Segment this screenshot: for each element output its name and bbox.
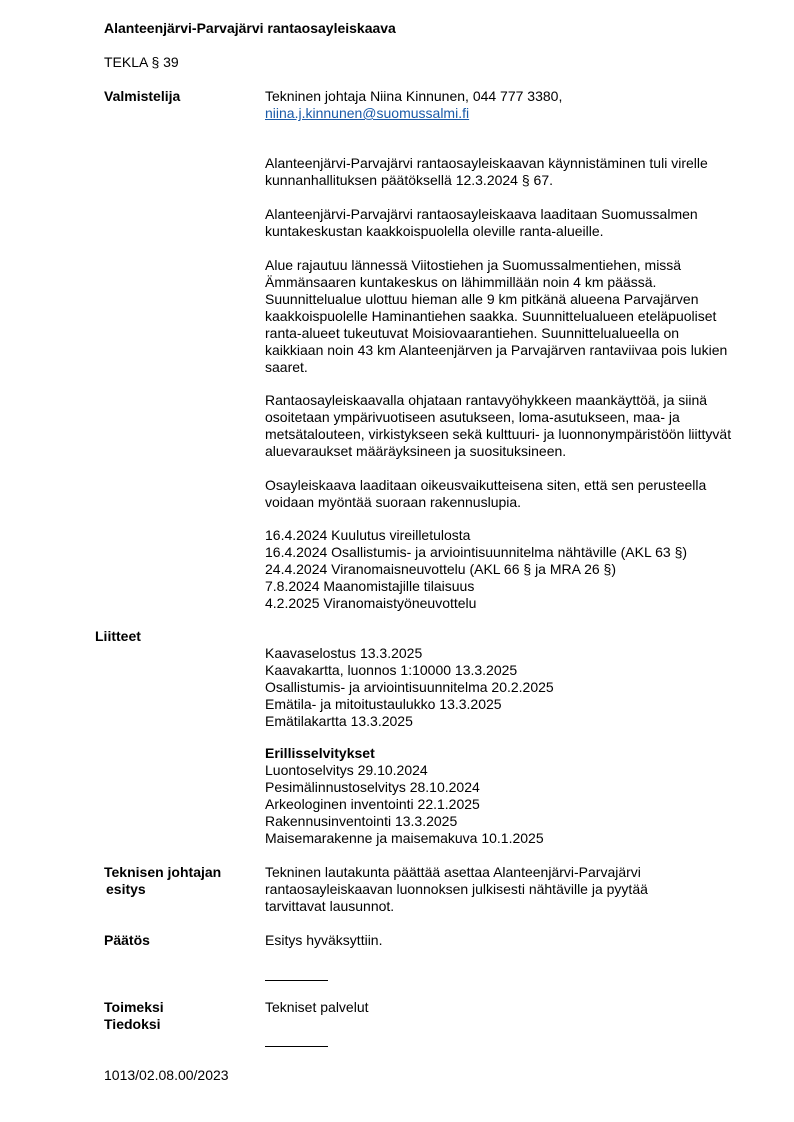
paragraph-4: Rantaosayleiskaavalla ohjataan rantavyöhykkeen maankäyttöä, ja siinä osoitetaan ympärivuotiseen asutukseen, loma-asutukseen, maa- ja metsätalouteen, virkistykseen sekä kulttuuri- ja luonnonympäristöön liittyvät aluevaraukset määräyksineen ja suosituksineen.	[265, 392, 732, 459]
esitys-label-line1: Teknisen johtajan	[104, 864, 222, 880]
tiedoksi-label-line2: Tiedoksi	[104, 1016, 161, 1032]
paragraph-3: Alue rajautuu lännessä Viitostiehen ja Suomussalmentiehen, missä Ämmänsaaren kuntakeskus on lähimmillään noin 4 km päässä. Suunnittelualue ulottuu hieman alle 9 km pitkänä alueena Parvajärven kaakkoispuolelle Haminantiehen saakka. Suunnittelualueen eteläpuoliset ranta-alueet tukeutuvat Moisiovaarantiehen. Suunnittelualueella on kaikkiaan noin 43 km Alanteenjärven ja Parvajärven rantaviivaa pois lukien saaret.	[265, 257, 728, 375]
esitys-label	[104, 864, 221, 898]
report-item: Rakennusinventointi 13.3.2025	[265, 813, 458, 829]
date-item: 7.8.2024 Maanomistajille tilaisuus	[265, 578, 475, 594]
toimeksi-text: Tekniset palvelut	[265, 999, 369, 1015]
report-item: Arkeologinen inventointi 22.1.2025	[265, 796, 480, 812]
separator-line	[265, 1046, 328, 1047]
attachment-item: Kaavakartta, luonnos 1:10000 13.3.2025	[265, 662, 518, 678]
esitys-text: Tekninen lautakunta päättää asettaa Alanteenjärvi-Parvajärvi rantaosayleiskaavan luonnoksen julkisesti nähtäville ja pyytää tarvittavat lausunnot.	[265, 864, 648, 914]
paragraph-5: Osayleiskaava laaditaan oikeusvaikutteisena siten, että sen perusteella voidaan myöntää suoraan rakennuslupia.	[265, 477, 707, 510]
date-item: 16.4.2024 Kuulutus vireilletulosta	[265, 527, 471, 543]
toimeksi-label	[104, 999, 164, 1033]
attachment-item: Osallistumis- ja arviointisuunnitelma 20.2.2025	[265, 679, 554, 695]
esitys-label-line2: esitys	[106, 881, 146, 897]
valmistelija-email-link[interactable]: niina.j.kinnunen@suomussalmi.fi	[265, 105, 470, 121]
erillisselvitykset-heading: Erillisselvitykset	[265, 745, 375, 761]
attachment-item: Emätila- ja mitoitustaulukko 13.3.2025	[265, 696, 502, 712]
liitteet-list	[265, 645, 735, 730]
report-item: Luontoselvitys 29.10.2024	[265, 762, 428, 778]
paatos-label: Päätös	[104, 932, 150, 948]
report-item: Maisemarakenne ja maisemakuva 10.1.2025	[265, 830, 544, 846]
attachment-item: Kaavaselostus 13.3.2025	[265, 645, 423, 661]
dates-list	[265, 527, 735, 612]
report-item: Pesimälinnustoselvitys 28.10.2024	[265, 779, 480, 795]
page-title: Alanteenjärvi-Parvajärvi rantaosayleiskaava	[104, 20, 396, 36]
toimeksi-label-line1: Toimeksi	[104, 999, 164, 1015]
record-code: 1013/02.08.00/2023	[104, 1067, 229, 1083]
valmistelija-label: Valmistelija	[104, 88, 181, 104]
date-item: 24.4.2024 Viranomaisneuvottelu (AKL 66 § ja MRA 26 §)	[265, 561, 616, 577]
date-item: 4.2.2025 Viranomaistyöneuvottelu	[265, 595, 477, 611]
attachment-item: Emätilakartta 13.3.2025	[265, 713, 413, 729]
section-number: TEKLA § 39	[104, 54, 179, 70]
paatos-text: Esitys hyväksyttiin.	[265, 932, 383, 948]
erillisselvitykset-list	[265, 745, 735, 847]
liitteet-label: Liitteet	[95, 628, 141, 644]
valmistelija-block	[265, 88, 735, 122]
date-item: 16.4.2024 Osallistumis- ja arviointisuunnitelma nähtäville (AKL 63 §)	[265, 544, 688, 560]
valmistelija-text: Tekninen johtaja Niina Kinnunen, 044 777 3380,	[265, 88, 563, 104]
paragraph-1: Alanteenjärvi-Parvajärvi rantaosayleiskaavan käynnistäminen tuli virelle kunnanhallituksen päätöksellä 12.3.2024 § 67.	[265, 155, 708, 188]
paragraph-2: Alanteenjärvi-Parvajärvi rantaosayleiskaava laaditaan Suomussalmen kuntakeskustan kaakkoispuolella oleville ranta-alueille.	[265, 206, 698, 239]
separator-line	[265, 980, 328, 981]
